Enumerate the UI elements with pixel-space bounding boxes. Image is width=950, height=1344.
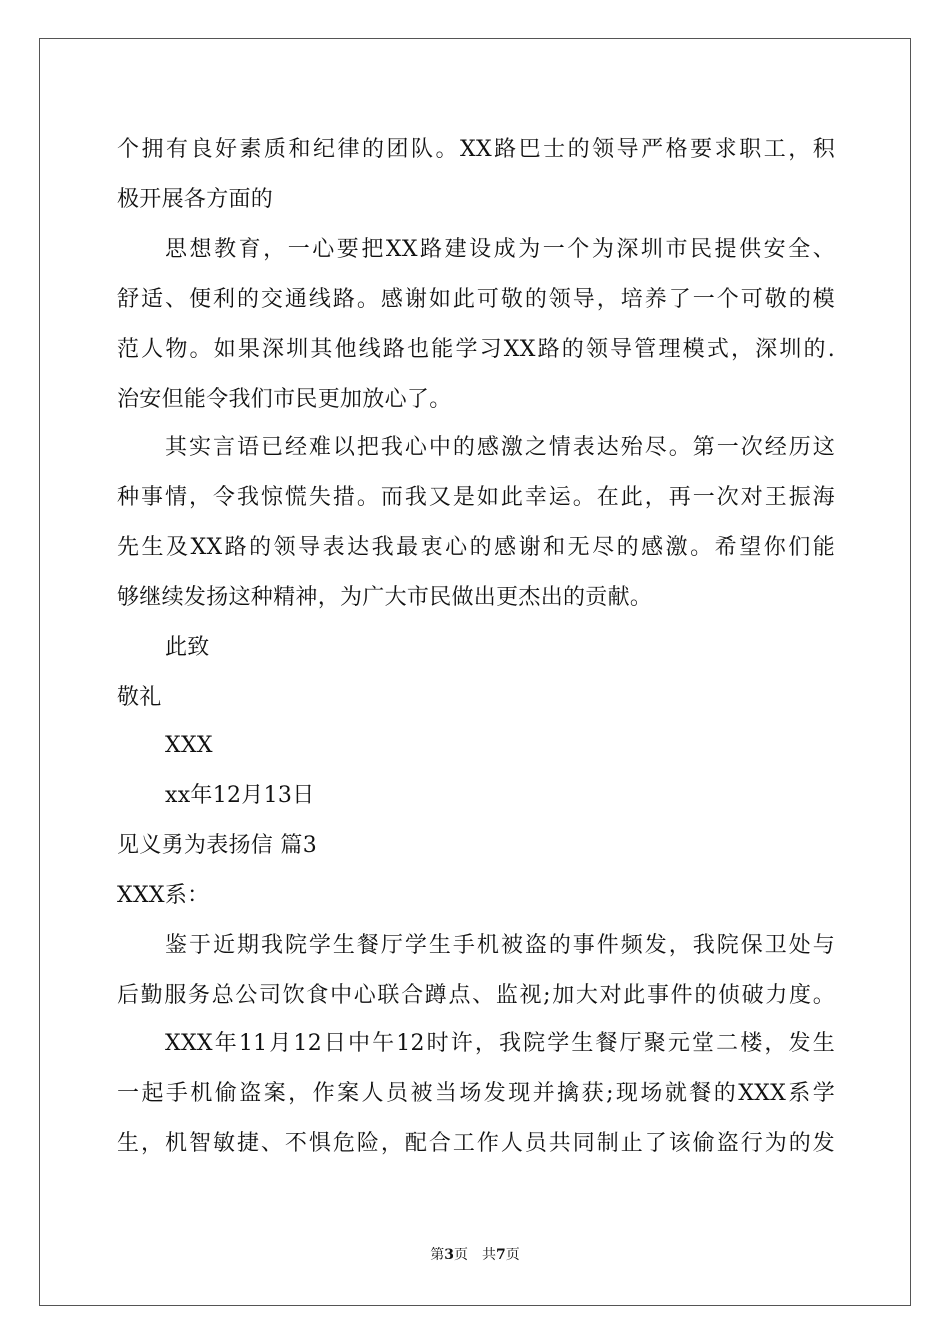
page-border	[39, 38, 911, 1306]
text-line: 治安但能令我们市民更加放心了。	[117, 387, 452, 412]
closing-line: 此致	[165, 635, 210, 660]
text-line: 个拥有良好素质和纪律的团队。XX路巴士的领导严格要求职工，积	[117, 137, 835, 162]
text-line: 其实言语已经难以把我心中的感激之情表达殆尽。第一次经历这	[165, 435, 835, 460]
text-line: 后勤服务总公司饮食中心联合蹲点、监视;加大对此事件的侦破力度。	[117, 983, 835, 1008]
text-line: 思想教育，一心要把XX路建设成为一个为深圳市民提供安全、	[165, 237, 835, 262]
text-line: 一起手机偷盗案，作案人员被当场发现并擒获;现场就餐的XXX系学	[117, 1081, 835, 1106]
footer-prefix: 第	[430, 1247, 445, 1263]
signature: XXX	[165, 733, 213, 758]
text-line: 极开展各方面的	[117, 187, 274, 212]
text-line: 舒适、便利的交通线路。感谢如此可敬的领导，培养了一个可敬的模	[117, 287, 835, 312]
text-line: 鉴于近期我院学生餐厅学生手机被盗的事件频发，我院保卫处与	[165, 933, 835, 958]
text-line: 生，机智敏捷、不惧危险，配合工作人员共同制止了该偷盗行为的发	[117, 1131, 835, 1156]
text-line: 范人物。如果深圳其他线路也能学习XX路的领导管理模式，深圳的.	[117, 337, 835, 362]
text-line: 先生及XX路的领导表达我最衷心的感谢和无尽的感激。希望你们能	[117, 535, 835, 560]
footer-total-pages: 7	[496, 1247, 506, 1263]
text-line: XXX年11月12日中午12时许，我院学生餐厅聚元堂二楼，发生	[165, 1031, 835, 1056]
closing-line: 敬礼	[117, 685, 162, 710]
text-line: 够继续发扬这种精神，为广大市民做出更杰出的贡献。	[117, 585, 653, 610]
date: xx年12月13日	[165, 783, 315, 808]
salutation: XXX系：	[117, 883, 210, 908]
footer-page-number: 3	[444, 1247, 454, 1263]
footer-mid: 页 共	[454, 1247, 496, 1263]
page-footer	[0, 1246, 950, 1264]
footer-suffix: 页	[505, 1247, 520, 1263]
section-heading: 见义勇为表扬信 篇3	[117, 833, 317, 858]
text-line: 种事情，令我惊慌失措。而我又是如此幸运。在此，再一次对王振海	[117, 485, 835, 510]
